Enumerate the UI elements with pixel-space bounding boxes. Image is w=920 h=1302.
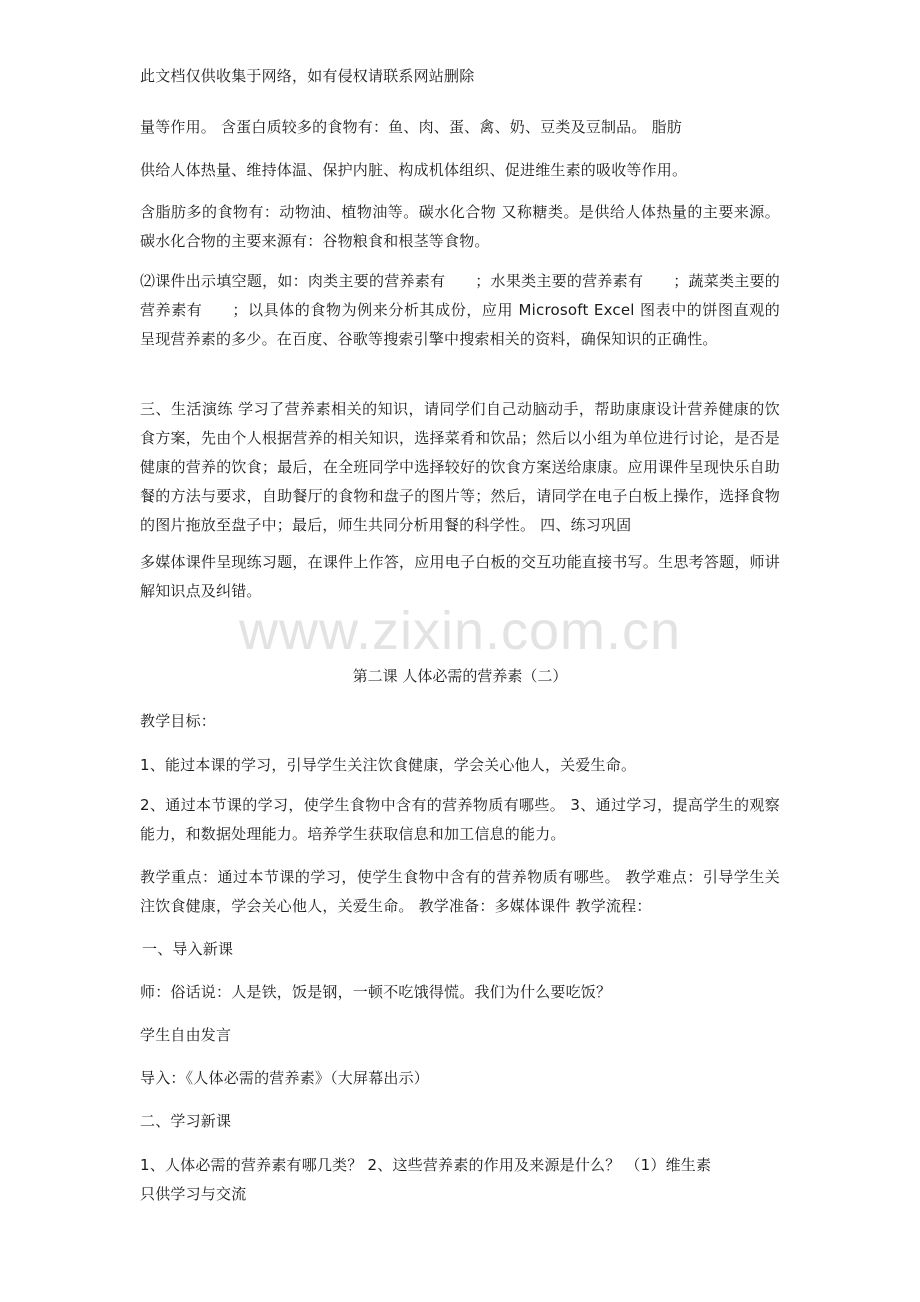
- paragraph-fill-in: [140, 267, 780, 354]
- fill-in-text: ⑵课件出示填空题，如：肉类主要的营养素有: [140, 272, 446, 290]
- paragraph: 含脂肪多的食物有：动物油、植物油等。碳水化合物 又称糖类。是供给人体热量的主要来源。 碳水化合物的主要来源有：谷物粮食和根茎等食物。: [140, 203, 780, 250]
- dialogue-line: 导入：《人体必需的营养素》（大屏幕出示）: [140, 1069, 430, 1087]
- paragraph: 三、生活演练 学习了营养素相关的知识，请同学们自己动脑动手，帮助康康设计营养健康的饮食方案，先由个人根据营养的相关知识，选择菜肴和饮品；然后以小组为单位进行讨论，是否是健康的营养的饮食；最后，在全班同学中选择较好的饮食方案送给康康。应用课件呈现快乐自助餐的方法与要求，自助餐厅的食物和盘子的图片等；然后，请同学在电子白板上操作，选择食物的图片拖放至盘子中；最后，师生共同分析用餐的科学性。 四、练习巩固: [140, 400, 780, 534]
- fill-in-text: ；水果类主要的营养素有: [475, 272, 644, 290]
- fill-in-text: ；蔬菜类主要的营养素有: [140, 272, 781, 319]
- objective-item: 1、能过本课的学习，引导学生关注饮食健康，学会关心他人，关爱生命。: [140, 756, 637, 774]
- dialogue-line: 学生自由发言: [140, 1026, 232, 1044]
- question-line: 1、人体必需的营养素有哪几类？ 2、这些营养素的作用及来源是什么？ （1）维生素: [140, 1156, 712, 1174]
- dialogue-line: 师：俗话说：人是铁，饭是钢，一顿不吃饿得慌。我们为什么要吃饭？: [140, 983, 612, 1001]
- objectives-label: 教学目标：: [140, 712, 217, 730]
- paragraph: 多媒体课件呈现练习题，在课件上作答，应用电子白板的交互功能直接书写。生思考答题，师讲解知识点及纠错。: [140, 553, 780, 600]
- fill-in-text: ；以具体的食物为例来分析其成份，应用 Microsoft Excel 图表中的饼图直观的呈现营养素的多少。在百度、谷歌等搜索引擎中搜索相关的资料，确保知识的正确性。: [140, 301, 780, 348]
- watermark: www.zixin.com.cn: [238, 601, 682, 661]
- paragraph-line: 量等作用。 含蛋白质较多的食物有：鱼、肉、蛋、禽、奶、豆类及豆制品。 脂肪: [140, 118, 682, 136]
- paragraph-line: 供给人体热量、维持体温、保护内脏、构成机体组织、促进维生素的吸收等作用。: [140, 161, 688, 179]
- footer-note: 只供学习与交流: [140, 1185, 247, 1203]
- step-title: 一、导入新课: [142, 940, 234, 958]
- step-title: 二、学习新课: [140, 1112, 232, 1130]
- lesson-title: 第二课 人体必需的营养素（二）: [352, 667, 568, 685]
- key-points: 教学重点：通过本节课的学习，使学生食物中含有的营养物质有哪些。 教学难点：引导学生关注饮食健康，学会关心他人，关爱生命。 教学准备：多媒体课件 教学流程：: [140, 868, 780, 915]
- header-note: 此文档仅供收集于网络，如有侵权请联系网站删除: [140, 67, 475, 85]
- objective-item: 2、通过本节课的学习，使学生食物中含有的营养物质有哪些。 3、通过学习，提高学生的观察能力，和数据处理能力。培养学生获取信息和加工信息的能力。: [140, 796, 780, 843]
